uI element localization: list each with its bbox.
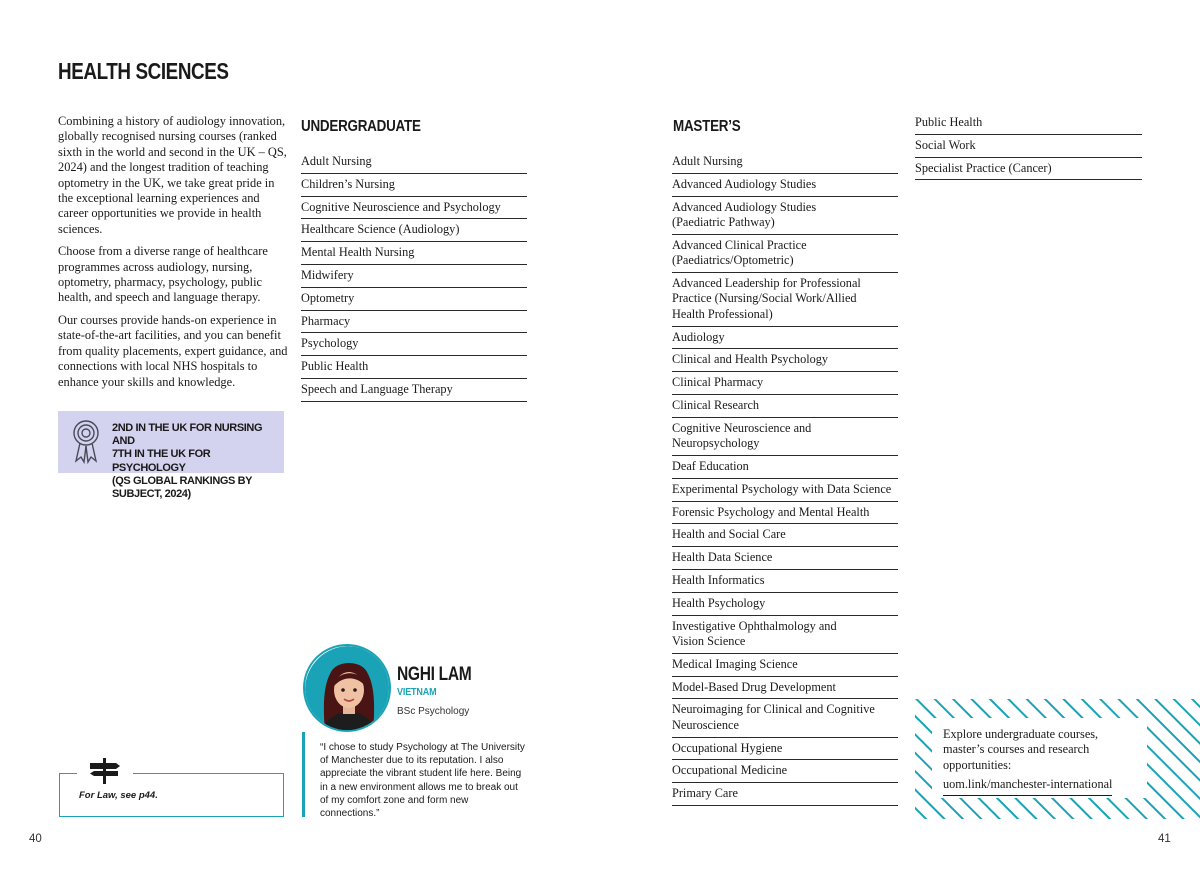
law-note-box [59, 773, 284, 817]
course-item: Audiology [672, 327, 898, 350]
course-item: Advanced Leadership for Professional Practice (Nursing/Social Work/Allied Health Professional) [672, 273, 898, 327]
course-item: Health Psychology [672, 593, 898, 616]
student-quote: “I chose to study Psychology at The University of Manchester due to its reputation. I also appreciate the vibrant student life here. Being in a new environment allows me to break out of my comfort zone and form new connections.” [320, 742, 525, 820]
course-item: Health Informatics [672, 570, 898, 593]
course-item: Advanced Audiology Studies [672, 174, 898, 197]
course-item: Adult Nursing [672, 151, 898, 174]
course-item: Cognitive Neuroscience and Neuropsychology [672, 418, 898, 456]
course-item: Occupational Hygiene [672, 738, 898, 761]
course-item: Health Data Science [672, 547, 898, 570]
course-item: Primary Care [672, 783, 898, 806]
student-avatar [303, 644, 391, 732]
intro-text [58, 114, 288, 397]
ranking-line: (QS GLOBAL RANKINGS BY SUBJECT, 2024) [112, 474, 252, 501]
course-item: Specialist Practice (Cancer) [915, 158, 1142, 181]
undergraduate-course-list [301, 151, 527, 402]
student-name: NGHI LAM [397, 664, 472, 685]
signpost-icon [86, 756, 124, 784]
course-item: Clinical Research [672, 395, 898, 418]
ranking-line: 7TH IN THE UK FOR PSYCHOLOGY [112, 448, 211, 474]
course-item: Investigative Ophthalmology and Vision Science [672, 616, 898, 654]
intro-paragraph: Our courses provide hands-on experience in state-of-the-art facilities, and you can benefit from quality placements, expert guidance, and connections with local NHS hospitals to enhance your skills and knowledge. [58, 312, 288, 389]
course-item: Experimental Psychology with Data Science [672, 479, 898, 502]
masters-course-list [672, 151, 898, 806]
masters-course-list-continued [915, 112, 1142, 180]
course-item: Speech and Language Therapy [301, 379, 527, 402]
page-number-right: 41 [1158, 833, 1171, 845]
course-item: Pharmacy [301, 311, 527, 334]
course-item: Psychology [301, 333, 527, 356]
course-item: Adult Nursing [301, 151, 527, 174]
student-course: BSc Psychology [397, 706, 470, 717]
course-item: Public Health [301, 356, 527, 379]
course-item: Advanced Clinical Practice (Paediatrics/Optometric) [672, 235, 898, 273]
student-country: VIETNAM [397, 686, 437, 698]
course-item: Clinical Pharmacy [672, 372, 898, 395]
course-item: Public Health [915, 112, 1142, 135]
course-item: Optometry [301, 288, 527, 311]
intro-paragraph: Choose from a diverse range of healthcare programmes across audiology, nursing, optometry, pharmacy, psychology, public health, and speech and language therapy. [58, 244, 268, 305]
course-item: Healthcare Science (Audiology) [301, 219, 527, 242]
undergraduate-heading: UNDERGRADUATE [301, 118, 421, 135]
explore-link[interactable]: uom.link/manchester-international [943, 777, 1112, 796]
page-number-left: 40 [29, 833, 42, 845]
award-ribbon-icon [71, 419, 101, 465]
masters-heading: MASTER’S [673, 118, 741, 135]
course-item: Social Work [915, 135, 1142, 158]
ranking-callout [58, 411, 284, 501]
course-item: Model-Based Drug Development [672, 677, 898, 700]
quote-rule [302, 732, 305, 817]
course-item: Clinical and Health Psychology [672, 349, 898, 372]
course-item: Medical Imaging Science [672, 654, 898, 677]
explore-text: Explore undergraduate courses, master’s courses and research opportunities: [943, 727, 1099, 772]
law-note-text: For Law, see p44. [79, 790, 158, 801]
course-item: Occupational Medicine [672, 760, 898, 783]
intro-paragraph: Combining a history of audiology innovation, globally recognised nursing courses (ranked sixth in the world and second in the UK – QS, 2024) and the longest tradition of teaching optometry in the UK, we take great pride in the exceptional learning experiences and career opportunities we provide in health sciences. [58, 114, 287, 236]
course-item: Children’s Nursing [301, 174, 527, 197]
course-item: Health and Social Care [672, 524, 898, 547]
course-item: Deaf Education [672, 456, 898, 479]
course-item: Midwifery [301, 265, 527, 288]
course-item: Cognitive Neuroscience and Psychology [301, 197, 527, 220]
course-item: Forensic Psychology and Mental Health [672, 502, 898, 525]
page-title: HEALTH SCIENCES [58, 58, 229, 84]
course-item: Neuroimaging for Clinical and Cognitive Neuroscience [672, 699, 898, 737]
course-item: Mental Health Nursing [301, 242, 527, 265]
student-portrait-icon [305, 646, 391, 732]
ranking-line: 2ND IN THE UK FOR NURSING AND [112, 422, 263, 448]
ranking-text [112, 422, 284, 501]
course-item: Advanced Audiology Studies (Paediatric Pathway) [672, 197, 898, 235]
